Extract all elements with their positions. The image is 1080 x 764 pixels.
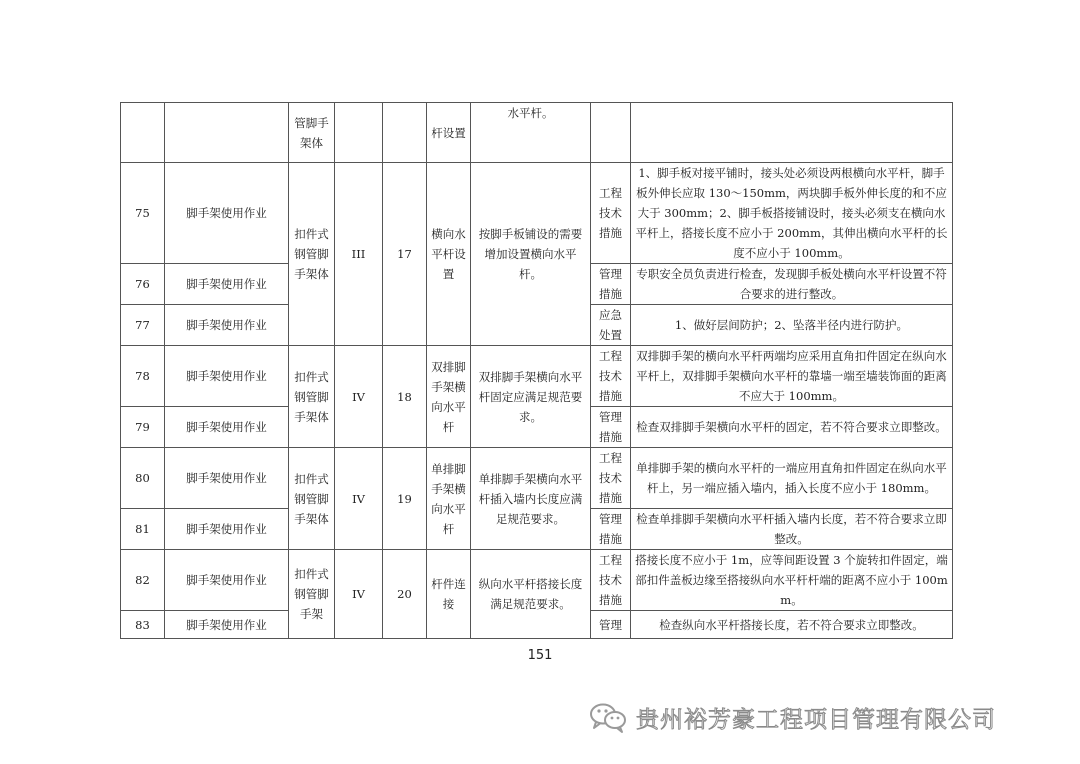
risk-level: III <box>335 163 383 346</box>
row-number: 82 <box>121 550 165 611</box>
measure-description: 搭接长度不应小于 1m，应等间距设置 3 个旋转扣件固定，端部扣件盖板边缘至搭接纵向水平杆杆端的距离不应小于 100mm。 <box>631 550 953 611</box>
table-row <box>121 346 953 407</box>
task-name: 脚手架使用作业 <box>165 346 289 407</box>
row-number: 79 <box>121 407 165 448</box>
check-item: 横向水平杆设置 <box>427 163 471 346</box>
row-number: 75 <box>121 163 165 264</box>
scaffold-type: 扣件式钢管脚手架体 <box>289 346 335 448</box>
watermark-text: 贵州裕芳豪工程项目管理有限公司 <box>636 706 996 733</box>
requirement: 纵向水平杆搭接长度满足规范要求。 <box>471 550 591 639</box>
table-row <box>121 163 953 264</box>
measure-description: 1、脚手板对接平铺时，接头处必须设两根横向水平杆，脚手板外伸长应取 130～150mm，两块脚手板外伸长度的和不应大于 300mm；2、脚手板搭接铺设时，接头必须支在横向水平杆上，搭接长度不应小于 200mm，其伸出横向水平杆的长度不应小于 100mm。 <box>631 163 953 264</box>
requirement: 水平杆。 <box>471 103 591 163</box>
item-number: 17 <box>383 163 427 346</box>
requirement: 按脚手板铺设的需要增加设置横向水平杆。 <box>471 163 591 346</box>
item-number: 20 <box>383 550 427 639</box>
task-name <box>165 103 289 163</box>
task-name: 脚手架使用作业 <box>165 305 289 346</box>
measure-type: 应急处置 <box>591 305 631 346</box>
row-number: 78 <box>121 346 165 407</box>
risk-level: IV <box>335 346 383 448</box>
hazard-measures-table <box>120 102 953 639</box>
measure-type: 工程技术措施 <box>591 163 631 264</box>
check-item: 杆设置 <box>427 103 471 163</box>
row-number: 81 <box>121 509 165 550</box>
row-number: 77 <box>121 305 165 346</box>
measure-description: 双排脚手架的横向水平杆两端均应采用直角扣件固定在纵向水平杆上，双排脚手架横向水平杆的靠墙一端至墙装饰面的距离不应大于 100mm。 <box>631 346 953 407</box>
measure-description: 1、做好层间防护；2、坠落半径内进行防护。 <box>631 305 953 346</box>
measure-type: 管理措施 <box>591 407 631 448</box>
row-number <box>121 103 165 163</box>
risk-level: IV <box>335 550 383 639</box>
measure-description: 检查纵向水平杆搭接长度，若不符合要求立即整改。 <box>631 611 953 639</box>
row-number: 83 <box>121 611 165 639</box>
measure-description <box>631 103 953 163</box>
task-name: 脚手架使用作业 <box>165 264 289 305</box>
task-name: 脚手架使用作业 <box>165 407 289 448</box>
task-name: 脚手架使用作业 <box>165 611 289 639</box>
table-row <box>121 448 953 509</box>
item-number: 18 <box>383 346 427 448</box>
table-row <box>121 550 953 611</box>
watermark <box>588 700 1048 734</box>
item-number <box>383 103 427 163</box>
row-number: 80 <box>121 448 165 509</box>
measure-description: 单排脚手架的横向水平杆的一端应用直角扣件固定在纵向水平杆上，另一端应插入墙内，插入长度不应小于 180mm。 <box>631 448 953 509</box>
check-item: 双排脚手架横向水平杆 <box>427 346 471 448</box>
task-name: 脚手架使用作业 <box>165 448 289 509</box>
measure-description: 检查双排脚手架横向水平杆的固定，若不符合要求立即整改。 <box>631 407 953 448</box>
wechat-icon <box>588 700 628 734</box>
task-name: 脚手架使用作业 <box>165 550 289 611</box>
check-item: 单排脚手架横向水平杆 <box>427 448 471 550</box>
measure-description: 专职安全员负责进行检查，发现脚手板处横向水平杆设置不符合要求的进行整改。 <box>631 264 953 305</box>
requirement: 单排脚手架横向水平杆插入墙内长度应满足规范要求。 <box>471 448 591 550</box>
scaffold-type: 扣件式钢管脚手架体 <box>289 163 335 346</box>
measure-type: 管理 <box>591 611 631 639</box>
risk-level: IV <box>335 448 383 550</box>
measure-description: 检查单排脚手架横向水平杆插入墙内长度，若不符合要求立即整改。 <box>631 509 953 550</box>
requirement: 双排脚手架横向水平杆固定应满足规范要求。 <box>471 346 591 448</box>
measure-type <box>591 103 631 163</box>
table-row <box>121 103 953 163</box>
risk-level <box>335 103 383 163</box>
scaffold-type: 管脚手架体 <box>289 103 335 163</box>
task-name: 脚手架使用作业 <box>165 509 289 550</box>
scaffold-type: 扣件式钢管脚手架 <box>289 550 335 639</box>
scaffold-type: 扣件式钢管脚手架体 <box>289 448 335 550</box>
row-number: 76 <box>121 264 165 305</box>
measure-type: 管理措施 <box>591 264 631 305</box>
measure-type: 工程技术措施 <box>591 448 631 509</box>
task-name: 脚手架使用作业 <box>165 163 289 264</box>
measure-type: 管理措施 <box>591 509 631 550</box>
page-number: 151 <box>527 648 553 663</box>
check-item: 杆件连接 <box>427 550 471 639</box>
item-number: 19 <box>383 448 427 550</box>
measure-type: 工程技术措施 <box>591 346 631 407</box>
measure-type: 工程技术措施 <box>591 550 631 611</box>
